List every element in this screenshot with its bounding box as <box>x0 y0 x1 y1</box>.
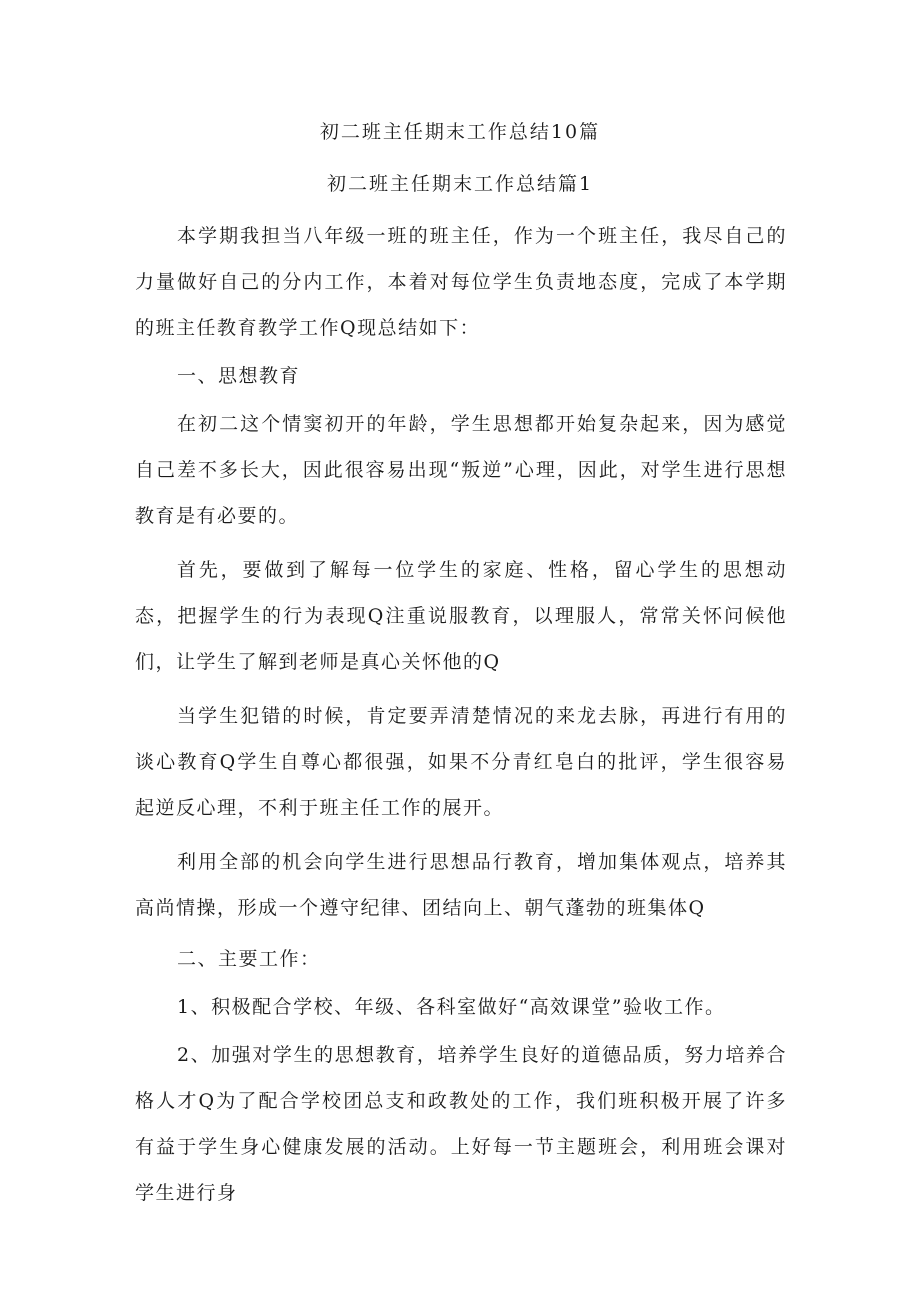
document-subtitle: 初二班主任期末工作总结篇1 <box>326 173 594 195</box>
paragraph-thought-1: 在初二这个情窦初开的年龄，学生思想都开始复杂起来，因为感觉自己差不多长大，因此很容易出现“叛逆”心理，因此，对学生进行思想教育是有必要的。 <box>135 413 787 527</box>
paragraph-intro: 本学期我担当八年级一班的班主任，作为一个班主任，我尽自己的力量做好自己的分内工作，本着对每位学生负责地态度，完成了本学期的班主任教育教学工作Q现总结如下： <box>135 225 787 339</box>
paragraph-thought-2: 首先，要做到了解每一位学生的家庭、性格，留心学生的思想动态，把握学生的行为表现Q注重说服教育，以理服人，常常关怀问候他们，让学生了解到老师是真心关怀他的Q <box>135 559 787 673</box>
section-heading-2: 二、主要工作： <box>177 948 321 970</box>
section-heading-1: 一、思想教育 <box>177 365 301 387</box>
document-title: 初二班主任期末工作总结10篇 <box>319 121 601 143</box>
paragraph-thought-3: 当学生犯错的时候，肯定要弄清楚情况的来龙去脉，再进行有用的谈心教育Q学生自尊心都很强，如果不分青红皂白的批评，学生很容易起逆反心理，不利于班主任工作的展开。 <box>135 705 787 819</box>
paragraph-thought-4: 利用全部的机会向学生进行思想品行教育，增加集体观点，培养其高尚情操，形成一个遵守纪律、团结向上、朝气蓬勃的班集体Q <box>135 851 787 919</box>
paragraph-work-2: 2、加强对学生的思想教育，培养学生良好的道德品质，努力培养合格人才Q为了配合学校团总支和政教处的工作，我们班积极开展了许多有益于学生身心健康发展的活动。上好每一节主题班会，利用班会课对学生进行身 <box>135 1044 787 1204</box>
paragraph-work-1: 1、积极配合学校、年级、各科室做好“高效课堂”验收工作。 <box>177 996 726 1018</box>
